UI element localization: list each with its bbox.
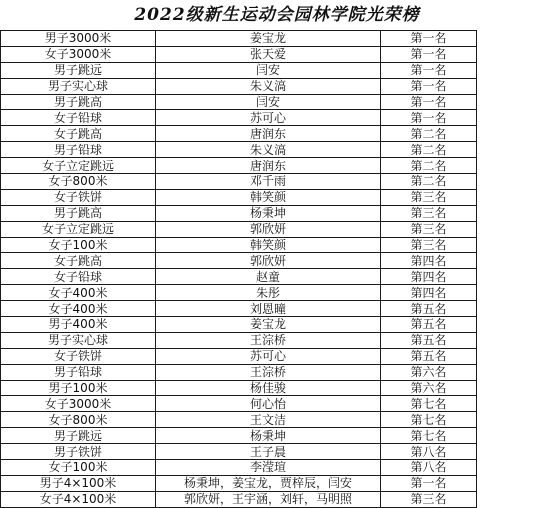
rank-cell: 第五名: [381, 332, 477, 348]
event-cell: 男子跳远: [1, 428, 156, 444]
name-cell: 王子晨: [156, 444, 381, 460]
empty-cell: [477, 78, 554, 94]
name-cell: 郭欣妍，王宇涵，刘轩，马明照: [156, 491, 381, 507]
empty-cell: [477, 126, 554, 142]
rank-cell: 第八名: [381, 444, 477, 460]
page-title: 2022级新生运动会园林学院光荣榜: [0, 0, 554, 30]
event-cell: 男子3000米: [1, 31, 156, 47]
rank-cell: 第二名: [381, 174, 477, 190]
rank-cell: 第五名: [381, 348, 477, 364]
table-row: [1, 78, 554, 94]
empty-cell: [477, 269, 554, 285]
name-cell: 杨秉坤: [156, 205, 381, 221]
table-row: [1, 237, 554, 253]
name-cell: 唐润东: [156, 126, 381, 142]
table-row: [1, 158, 554, 174]
event-cell: 男子实心球: [1, 78, 156, 94]
table-row: [1, 412, 554, 428]
name-cell: 朱彤: [156, 285, 381, 301]
event-cell: 女子铁饼: [1, 348, 156, 364]
rank-cell: 第二名: [381, 158, 477, 174]
event-cell: 男子铅球: [1, 142, 156, 158]
rank-cell: 第一名: [381, 46, 477, 62]
table-row: [1, 189, 554, 205]
event-cell: 女子800米: [1, 412, 156, 428]
table-row: [1, 380, 554, 396]
event-cell: 女子3000米: [1, 396, 156, 412]
empty-cell: [477, 460, 554, 476]
name-cell: 王文洁: [156, 412, 381, 428]
event-cell: 女子4×100米: [1, 491, 156, 507]
event-cell: 男子铅球: [1, 364, 156, 380]
table-row: [1, 62, 554, 78]
empty-cell: [477, 491, 554, 507]
event-cell: 男子100米: [1, 380, 156, 396]
event-cell: 女子400米: [1, 301, 156, 317]
name-cell: 杨秉坤: [156, 428, 381, 444]
table-row: [1, 205, 554, 221]
empty-cell: [477, 253, 554, 269]
rank-cell: 第一名: [381, 110, 477, 126]
empty-cell: [477, 428, 554, 444]
event-cell: 女子3000米: [1, 46, 156, 62]
rank-cell: 第五名: [381, 301, 477, 317]
rank-cell: 第三名: [381, 237, 477, 253]
rank-cell: 第三名: [381, 221, 477, 237]
name-cell: 刘恩曈: [156, 301, 381, 317]
empty-cell: [477, 396, 554, 412]
rank-cell: 第四名: [381, 253, 477, 269]
event-cell: 男子跳高: [1, 94, 156, 110]
rank-cell: 第七名: [381, 428, 477, 444]
name-cell: 朱义滈: [156, 78, 381, 94]
name-cell: 朱义滈: [156, 142, 381, 158]
table-row: [1, 31, 554, 47]
event-cell: 男子铁饼: [1, 444, 156, 460]
table-row: [1, 126, 554, 142]
event-cell: 女子铅球: [1, 110, 156, 126]
table-row: [1, 253, 554, 269]
empty-cell: [477, 364, 554, 380]
empty-cell: [477, 46, 554, 62]
rank-cell: 第三名: [381, 491, 477, 507]
empty-cell: [477, 301, 554, 317]
event-cell: 女子铅球: [1, 269, 156, 285]
rank-cell: 第八名: [381, 460, 477, 476]
event-cell: 女子跳高: [1, 126, 156, 142]
event-cell: 男子实心球: [1, 332, 156, 348]
table-row: [1, 475, 554, 491]
rank-cell: 第六名: [381, 364, 477, 380]
event-cell: 女子800米: [1, 174, 156, 190]
name-cell: 韩笑颜: [156, 237, 381, 253]
name-cell: 邓千雨: [156, 174, 381, 190]
rank-cell: 第四名: [381, 269, 477, 285]
name-cell: 闫安: [156, 62, 381, 78]
name-cell: 韩笑颜: [156, 189, 381, 205]
name-cell: 闫安: [156, 94, 381, 110]
table-row: [1, 460, 554, 476]
table-row: [1, 110, 554, 126]
event-cell: 男子跳远: [1, 62, 156, 78]
rank-cell: 第一名: [381, 31, 477, 47]
rank-cell: 第一名: [381, 475, 477, 491]
name-cell: 王淙桥: [156, 364, 381, 380]
name-cell: 王淙桥: [156, 332, 381, 348]
name-cell: 李滢瑄: [156, 460, 381, 476]
name-cell: 苏可心: [156, 110, 381, 126]
empty-cell: [477, 348, 554, 364]
event-cell: 男子跳高: [1, 205, 156, 221]
event-cell: 女子跳高: [1, 253, 156, 269]
rank-cell: 第一名: [381, 62, 477, 78]
empty-cell: [477, 475, 554, 491]
event-cell: 女子铁饼: [1, 189, 156, 205]
name-cell: 杨秉坤，姜宝龙，贾梓辰，闫安: [156, 475, 381, 491]
table-row: [1, 94, 554, 110]
empty-cell: [477, 174, 554, 190]
empty-cell: [477, 31, 554, 47]
name-cell: 姜宝龙: [156, 317, 381, 333]
empty-cell: [477, 285, 554, 301]
table-row: [1, 46, 554, 62]
rank-cell: 第七名: [381, 396, 477, 412]
event-cell: 女子100米: [1, 237, 156, 253]
table-row: [1, 444, 554, 460]
empty-cell: [477, 412, 554, 428]
table-row: [1, 142, 554, 158]
empty-cell: [477, 189, 554, 205]
name-cell: 张天爱: [156, 46, 381, 62]
table-row: [1, 174, 554, 190]
table-row: [1, 332, 554, 348]
rank-cell: 第三名: [381, 205, 477, 221]
empty-cell: [477, 142, 554, 158]
name-cell: 苏可心: [156, 348, 381, 364]
name-cell: 唐润东: [156, 158, 381, 174]
empty-cell: [477, 158, 554, 174]
empty-cell: [477, 221, 554, 237]
table-row: [1, 348, 554, 364]
event-cell: 女子立定跳远: [1, 158, 156, 174]
rank-cell: 第一名: [381, 78, 477, 94]
empty-cell: [477, 332, 554, 348]
name-cell: 郭欣妍: [156, 221, 381, 237]
table-row: [1, 428, 554, 444]
name-cell: 何心怡: [156, 396, 381, 412]
table-row: [1, 301, 554, 317]
rank-cell: 第七名: [381, 412, 477, 428]
table-row: [1, 317, 554, 333]
table-row: [1, 491, 554, 507]
name-cell: 赵童: [156, 269, 381, 285]
table-row: [1, 364, 554, 380]
table-row: [1, 285, 554, 301]
table-row: [1, 221, 554, 237]
empty-cell: [477, 380, 554, 396]
name-cell: 郭欣妍: [156, 253, 381, 269]
table-row: [1, 269, 554, 285]
table-row: [1, 396, 554, 412]
event-cell: 男子400米: [1, 317, 156, 333]
empty-cell: [477, 444, 554, 460]
rank-cell: 第六名: [381, 380, 477, 396]
empty-cell: [477, 317, 554, 333]
empty-cell: [477, 94, 554, 110]
empty-cell: [477, 205, 554, 221]
name-cell: 姜宝龙: [156, 31, 381, 47]
event-cell: 女子100米: [1, 460, 156, 476]
event-cell: 男子4×100米: [1, 475, 156, 491]
honor-roll-table: [0, 30, 554, 508]
rank-cell: 第二名: [381, 142, 477, 158]
name-cell: 杨佳骏: [156, 380, 381, 396]
rank-cell: 第二名: [381, 126, 477, 142]
rank-cell: 第一名: [381, 94, 477, 110]
empty-cell: [477, 110, 554, 126]
event-cell: 女子400米: [1, 285, 156, 301]
rank-cell: 第三名: [381, 189, 477, 205]
empty-cell: [477, 62, 554, 78]
rank-cell: 第四名: [381, 285, 477, 301]
rank-cell: 第五名: [381, 317, 477, 333]
event-cell: 女子立定跳远: [1, 221, 156, 237]
empty-cell: [477, 237, 554, 253]
